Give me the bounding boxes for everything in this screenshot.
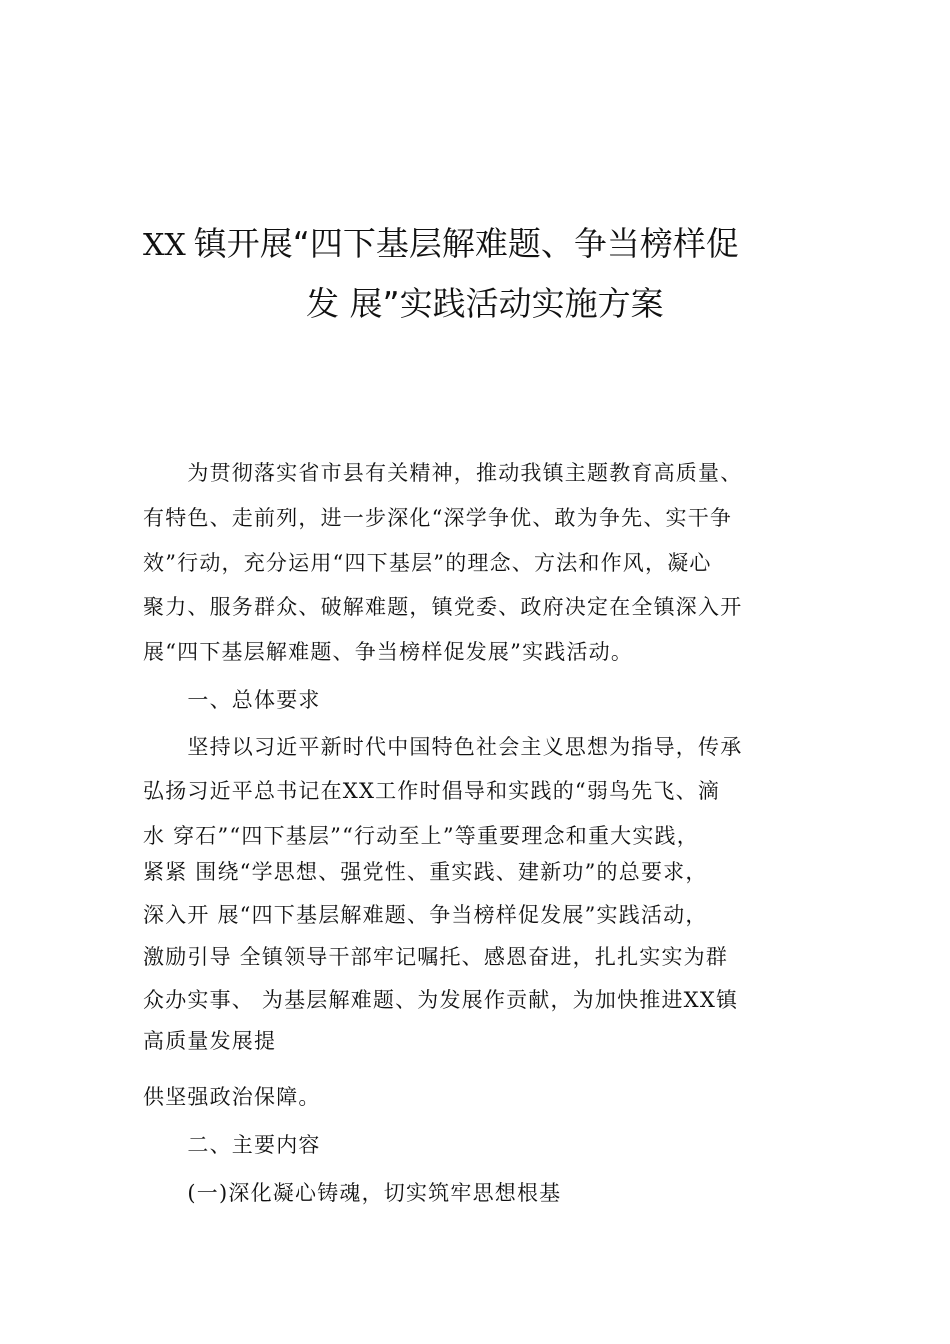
section-heading-2: 二、主要内容 — [143, 1133, 321, 1157]
body-line: 紧紧 围绕“学思想、强党性、重实践、建新功”的总要求， — [143, 860, 708, 884]
document-title-line-1 — [143, 220, 893, 270]
body-line: 众办实事、 为基层解难题、为发展作贡献，为加快推进XX镇 — [143, 988, 739, 1012]
body-line: 水 穿石”“四下基层”“行动至上”等重要理念和重大实践， — [143, 824, 699, 848]
body-line: 深入开 展“四下基层解难题、争当榜样促发展”实践活动， — [143, 903, 708, 927]
body-line: 效”行动，充分运用“四下基层”的理念、方法和作风，凝心 — [143, 551, 712, 575]
section-heading-1: 一、总体要求 — [143, 688, 321, 712]
body-line: 激励引导 全镇领导干部牢记嘱托、感恩奋进，扎扎实实为群 — [143, 945, 729, 969]
body-line: 为贯彻落实省市县有关精神，推动我镇主题教育高质量、 — [143, 461, 743, 485]
title-text-1: 镇开展“四下基层解难题、争当榜样促 — [193, 224, 739, 263]
subsection-heading-1: (一)深化凝心铸魂，切实筑牢思想根基 — [143, 1181, 562, 1205]
body-line: 高质量发展提 — [143, 1029, 277, 1053]
body-line: 聚力、服务群众、破解难题，镇党委、政府决定在全镇深入开 — [143, 595, 743, 619]
body-line: 弘扬习近平总书记在XX工作时倡导和实践的“弱鸟先飞、滴 — [143, 779, 721, 803]
body-line: 有特色、走前列，进一步深化“深学争优、敢为争先、实干争 — [143, 506, 733, 530]
body-line: 展“四下基层解难题、争当榜样促发展”实践活动。 — [143, 640, 634, 664]
title-prefix: XX — [143, 228, 186, 263]
document-title-line-2: 发 展”实践活动实施方案 — [306, 284, 664, 323]
body-line: 供坚强政治保障。 — [143, 1085, 321, 1109]
body-line: 坚持以习近平新时代中国特色社会主义思想为指导，传承 — [143, 735, 743, 759]
